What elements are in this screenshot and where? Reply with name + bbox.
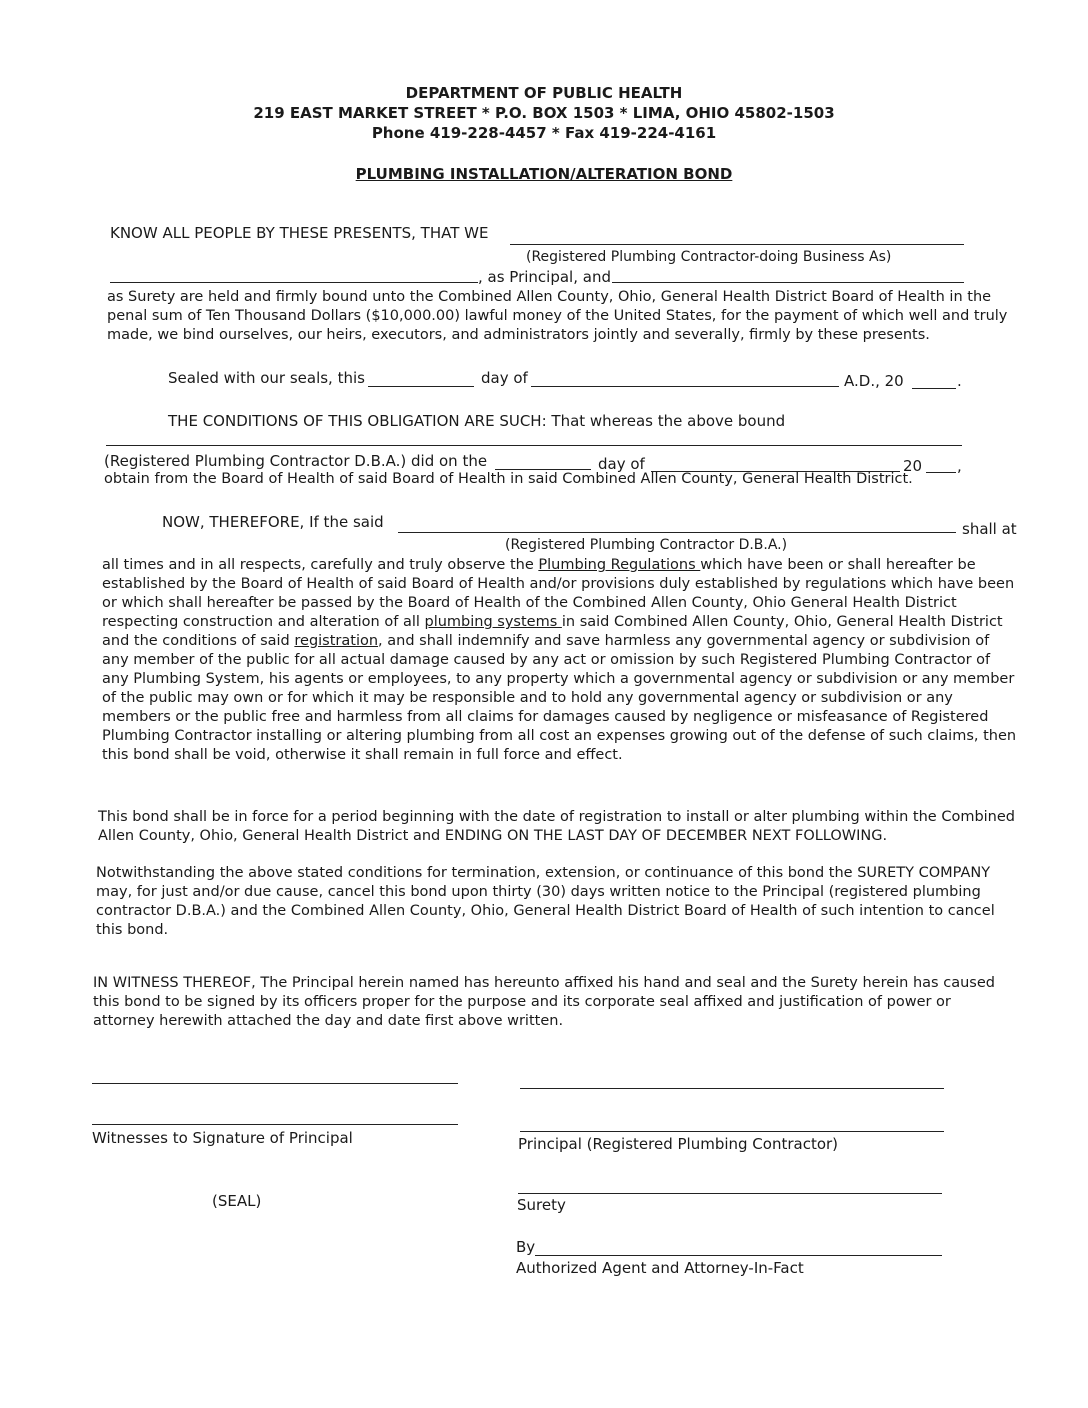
surety-paragraph: as Surety are held and firmly bound unto the Combined Allen County, Ohio, General Health District Board of Health in the penal sum of Ten Thousand Dollars ($10,000.00) lawful money of the United States, for the payment of which well and truly made, we bind ourselves, our heirs, executors, and administrators jointly and severally, firmly by these presents. — [107, 289, 1008, 343]
surety-label: Surety — [517, 1196, 566, 1214]
dba-caption: (Registered Plumbing Contractor D.B.A.) — [505, 537, 788, 553]
sealed-dayof: day of — [481, 369, 528, 387]
sealed-year-field[interactable] — [912, 388, 956, 389]
conditions-heading: THE CONDITIONS OF THIS OBLIGATION ARE SUCH: That whereas the above bound — [168, 412, 786, 430]
dba-end: , — [957, 457, 962, 475]
dba-day-field[interactable] — [495, 469, 591, 470]
contractor-dba-field[interactable] — [398, 532, 956, 533]
plumbing-regulations-link: Plumbing Regulations — [538, 557, 701, 573]
sealed-month-field[interactable] — [531, 386, 839, 387]
header-address: 219 EAST MARKET STREET * P.O. BOX 1503 * LIMA, OHIO 45802-1503 — [253, 104, 835, 122]
conditions-text-2: which have been or shall hereafter be established by the Board of Health of said Board of Health and/or provisions duly established by regulations which have been or which shall hereafter be passed by the Board of Health of the Combined Allen County, Ohio General Health District respecting construction and alteration of all — [102, 557, 1015, 630]
conditions-text-1: all times and in all respects, carefully and truly observe the — [102, 557, 539, 573]
conditions-text-3: in said Combined Allen County, Ohio, General Health District and the conditions of said — [102, 614, 1003, 649]
sealed-ad: A.D., 20 — [844, 372, 904, 390]
dba-dayof: day of — [598, 455, 645, 473]
bound-party-field[interactable] — [106, 445, 962, 446]
by-label: By — [516, 1238, 536, 1256]
dba-year-field[interactable] — [926, 472, 956, 473]
principal-name-field[interactable] — [110, 282, 478, 283]
as-principal-text: , as Principal, and — [478, 268, 611, 286]
surety-name-field[interactable] — [612, 282, 964, 283]
conditions-paragraph — [102, 556, 1020, 765]
sealed-day-field[interactable] — [368, 386, 474, 387]
registration-link: registration — [294, 633, 379, 649]
plumbing-systems-link: plumbing systems — [424, 614, 562, 630]
sealed-prefix: Sealed with our seals, this — [168, 369, 365, 387]
now-therefore-prefix: NOW, THEREFORE, If the said — [162, 513, 384, 531]
principal-label: Principal (Registered Plumbing Contractor) — [518, 1135, 839, 1153]
form-title: PLUMBING INSTALLATION/ALTERATION BOND — [355, 165, 733, 183]
witnesses-label: Witnesses to Signature of Principal — [92, 1129, 353, 1147]
witness-signature-line-1[interactable] — [92, 1083, 458, 1084]
force-paragraph: This bond shall be in force for a period beginning with the date of registration to install or alter plumbing within the Combined Allen County, Ohio, General Health District and ENDING ON THE LAST DAY OF DECEMBER NEXT FOLLOWING. — [98, 809, 1015, 844]
agent-signature-line[interactable] — [535, 1255, 942, 1256]
witness-signature-line-2[interactable] — [92, 1124, 458, 1125]
agent-label: Authorized Agent and Attorney-In-Fact — [516, 1259, 804, 1277]
conditions-text-4: , and shall indemnify and save harmless any governmental agency or subdivision of any member of the public for all actual damage caused by any act or omission by such Registered Plumbing Contractor of any Plumbing System, his agents or employees, to any property which a governmental agency or subdivision or any member of the public may own or for which it may be responsible and to hold any governmental agency or subdivision or any members or the public free and harmless from all claims for damages caused by negligence or misfeasance of Registered Plumbing Contractor installing or altering plumbing from all cost an expenses growing out of the defense of such claims, then this bond shall be void, otherwise it shall remain in full force and effect. — [102, 633, 1017, 763]
witness-paragraph: IN WITNESS THEREOF, The Principal herein named has hereunto affixed his hand and seal and the Surety herein has caused this bond to be signed by its officers proper for the purpose and its corporate seal affixed and justification of power or attorney herewith attached the day and date first above written. — [93, 975, 995, 1029]
contractor-caption: (Registered Plumbing Contractor-doing Business As) — [526, 249, 892, 265]
notwithstanding-paragraph: Notwithstanding the above stated conditions for termination, extension, or continuance of this bond the SURETY COMPANY may, for just and/or due cause, cancel this bond upon thirty (30) days written notice to the Principal (registered plumbing contractor D.B.A.) and the Combined Allen County, Ohio, General Health District Board of Health of such intention to cancel this bond. — [96, 865, 995, 938]
know-all-text: KNOW ALL PEOPLE BY THESE PRESENTS, THAT WE — [110, 224, 489, 242]
header-department: DEPARTMENT OF PUBLIC HEALTH — [405, 84, 683, 102]
dba-prefix: (Registered Plumbing Contractor D.B.A.) did on the — [104, 452, 488, 470]
obtain-text: obtain from the Board of Health of said Board of Health in said Combined Allen County, General Health District. — [104, 471, 913, 487]
header-phone: Phone 419-228-4457 * Fax 419-224-4161 — [371, 124, 717, 142]
surety-signature-line[interactable] — [518, 1193, 942, 1194]
principal-signature-line-2[interactable] — [520, 1131, 944, 1132]
sealed-end: . — [957, 372, 962, 390]
shall-at-text: shall at — [962, 520, 1017, 538]
seal-label: (SEAL) — [212, 1192, 262, 1210]
contractor-name-field[interactable] — [510, 244, 964, 245]
dba-year: 20 — [903, 457, 923, 475]
principal-signature-line-1[interactable] — [520, 1088, 944, 1089]
